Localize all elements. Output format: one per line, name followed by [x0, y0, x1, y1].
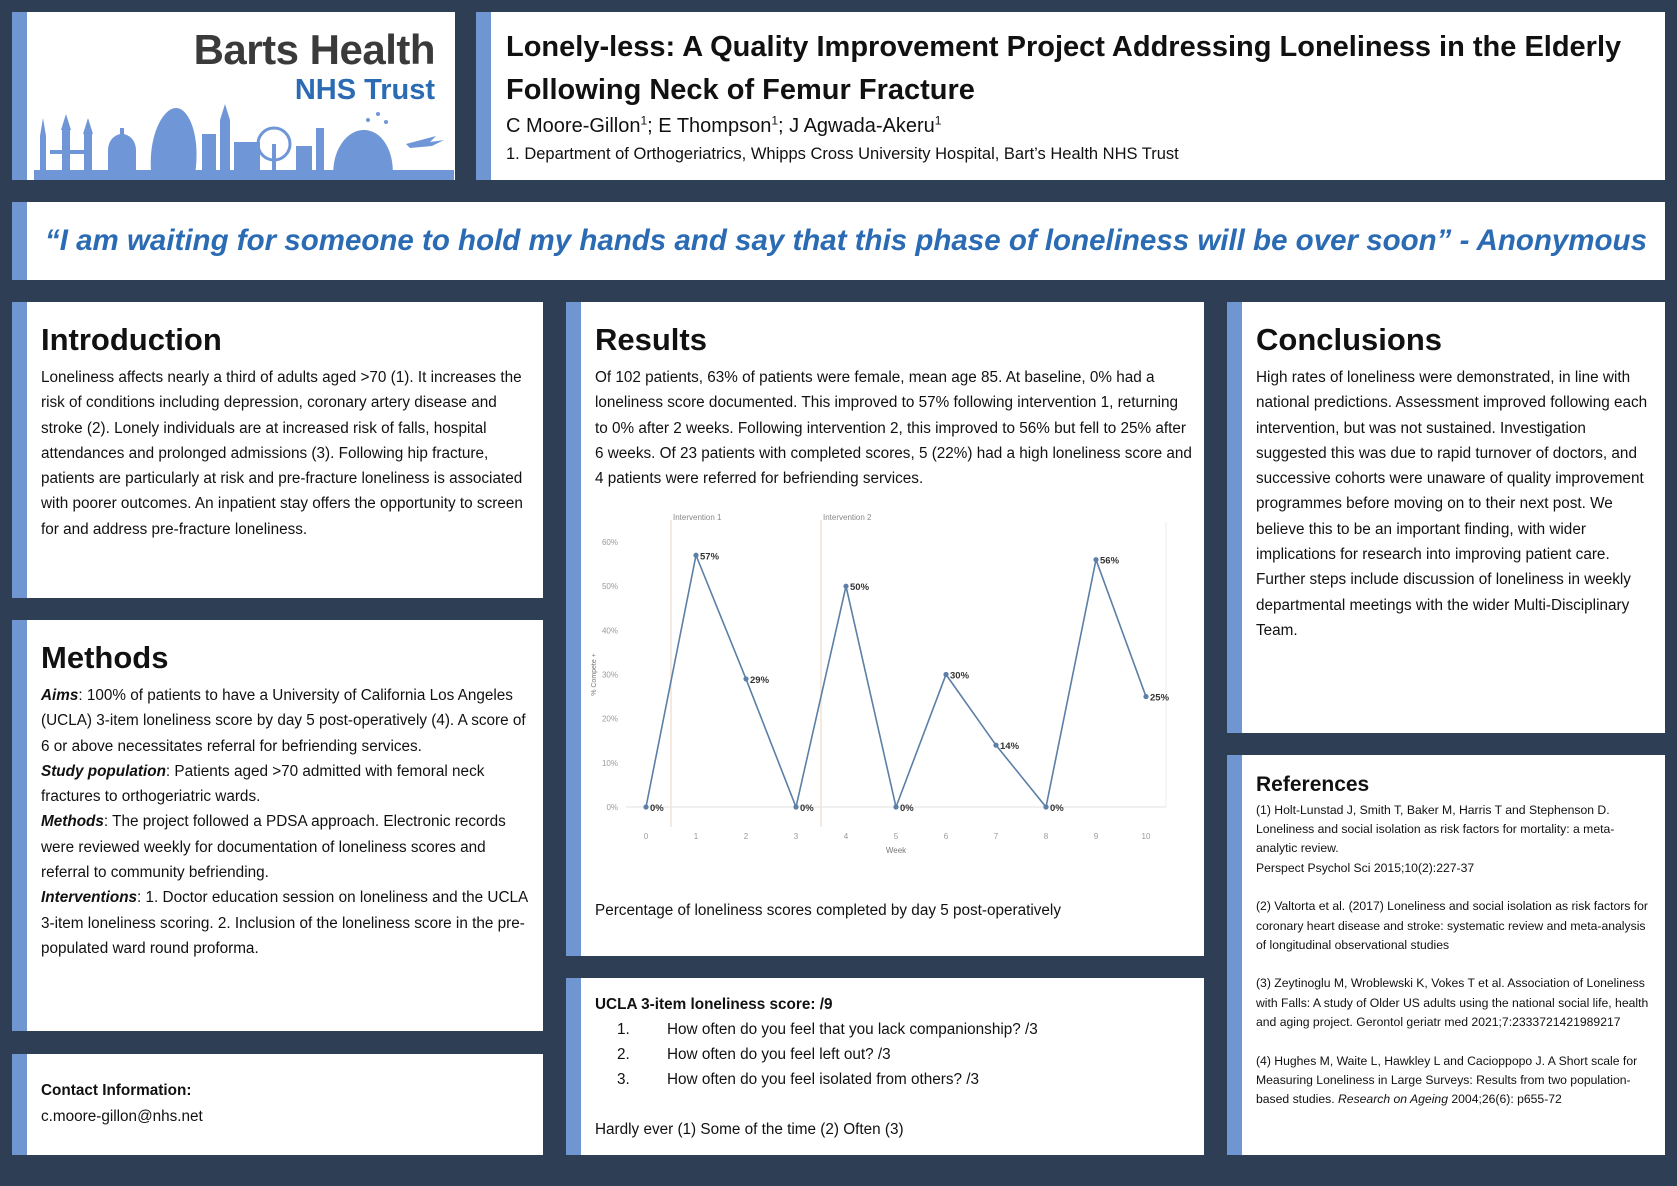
panel-accent-bar [12, 12, 27, 180]
title-panel [476, 12, 1665, 180]
data-point [693, 553, 698, 558]
x-tick-label: 2 [743, 832, 749, 841]
ucla-item-text: How often do you feel left out? /3 [667, 1046, 891, 1063]
org-name: Barts Health [193, 26, 435, 73]
ucla-item-number: 2. [617, 1046, 630, 1063]
reference-item [1256, 1052, 1654, 1110]
affiliation: 1. Department of Orthogeriatrics, Whipps Cross University Hospital, Bart’s Health NHS Trust [506, 145, 1179, 163]
series-line [646, 555, 1146, 807]
data-point [993, 743, 998, 748]
ucla-panel [566, 978, 1204, 1155]
data-label: 29% [750, 674, 770, 686]
reference-item [1256, 801, 1654, 878]
y-tick-label: 40% [601, 626, 618, 636]
london-skyline-icon [34, 100, 454, 180]
ucla-item-number: 1. [617, 1021, 630, 1038]
x-tick-label: 6 [943, 832, 949, 841]
author-name: J Agwada-Akeru [789, 115, 935, 137]
author-name: C Moore-Gillon [506, 115, 641, 137]
author-separator: ; [778, 115, 790, 137]
methods-item-label: Aims [41, 687, 79, 704]
panel-accent-bar [1227, 302, 1242, 733]
data-label: 0% [650, 803, 664, 814]
introduction-panel [12, 302, 543, 598]
quote-text: “I am waiting for someone to hold my hands and say that this phase of loneliness will be over soon” - Anonymous [45, 224, 1647, 257]
methods-item [41, 885, 531, 961]
author-affiliation-mark: 1 [934, 113, 942, 128]
author-separator: ; [647, 115, 659, 137]
data-label: 50% [850, 582, 870, 594]
y-tick-label: 20% [601, 714, 618, 724]
contact-label: Contact Information: [41, 1082, 192, 1099]
contact-panel [12, 1054, 543, 1155]
data-point [643, 804, 648, 809]
methods-item [41, 683, 531, 759]
data-point [1143, 694, 1148, 699]
reference-citation: Perspect Psychol Sci 2015;10(2):227-37 [1256, 860, 1475, 875]
data-label: 57% [700, 551, 720, 563]
methods-item [41, 809, 531, 885]
reference-journal: Research on Ageing [1337, 1091, 1448, 1106]
x-tick-label: 8 [1043, 832, 1049, 841]
methods-item-label: Interventions [41, 889, 138, 907]
ucla-title: UCLA 3-item loneliness score: /9 [595, 996, 833, 1013]
data-point [843, 584, 848, 589]
author-affiliation-mark: 1 [640, 113, 648, 128]
ucla-item-number: 3. [617, 1071, 630, 1088]
data-point [943, 672, 948, 677]
x-tick-label: 9 [1093, 832, 1099, 841]
results-panel [566, 302, 1204, 956]
references-panel [1227, 755, 1665, 1155]
line-chart [586, 512, 1186, 872]
ucla-item-text: How often do you feel isolated from others? /3 [667, 1071, 980, 1088]
references-heading: References [1256, 773, 1370, 796]
reference-text: (1) Holt-Lunstad J, Smith T, Baker M, Harris T and Stephenson D. Loneliness and social isolation as risk factors for mortality: a meta-analytic review. [1256, 803, 1615, 856]
methods-text [41, 683, 531, 961]
x-tick-label: 4 [843, 832, 849, 841]
reference-text: (3) Zeytinoglu M, Wroblewski K, Vokes T et al. Association of Loneliness with Falls: A study of Older US adults using the national social life, health and aging project. Gerontol geriatr med 2021;7:2333721421989217 [1256, 976, 1649, 1029]
data-label: 25% [1150, 692, 1170, 704]
intervention-label: Intervention 2 [823, 513, 872, 522]
data-point [1043, 804, 1048, 809]
introduction-heading: Introduction [41, 322, 222, 357]
conclusions-heading: Conclusions [1256, 322, 1443, 357]
x-axis-title: Week [885, 846, 907, 855]
x-tick-label: 7 [993, 832, 999, 841]
data-point [743, 676, 748, 681]
references-list [1256, 801, 1654, 1129]
methods-item-text: : Patients aged >70 admitted with femoral neck fractures to orthogeriatric wards. [41, 762, 485, 806]
author-list [506, 115, 941, 138]
y-axis-title: % Compete + [591, 653, 598, 696]
conclusions-text: High rates of loneliness were demonstrated, in line with national predictions. Assessment improved following each intervention, but was not sustained. Investigation suggested this was due to rapid turnover of doctors, and successive cohorts were unaware of quality improvement programmes before moving on to their next post. We believe this to be an important finding, with wider implications for research into improving patient care. Further steps include discussion of loneliness in weekly departmental meetings with the wider Multi-Disciplinary Team. [1256, 369, 1648, 639]
data-label: 0% [900, 803, 914, 814]
reference-item [1256, 974, 1654, 1032]
y-tick-label: 50% [601, 582, 618, 592]
methods-item-label: Methods [41, 813, 104, 831]
data-label: 0% [800, 803, 814, 814]
x-tick-label: 0 [643, 832, 649, 841]
data-point [793, 804, 798, 809]
quote-panel [12, 202, 1665, 280]
data-label: 56% [1100, 555, 1120, 567]
reference-text: (4) Hughes M, Waite L, Hawkley L and Cacioppopo J. A Short scale for Measuring Loneliness in Large Surveys: Results from two population-based studies. [1256, 1053, 1638, 1106]
results-heading: Results [595, 322, 707, 357]
org-sub: NHS Trust [294, 74, 435, 106]
ucla-item [617, 1071, 979, 1089]
author-name: E Thompson [658, 115, 772, 137]
methods-heading: Methods [41, 640, 169, 675]
panel-accent-bar [12, 202, 27, 280]
author-affiliation-mark: 1 [771, 113, 779, 128]
methods-item-text: : 1. Doctor education session on loneliness and the UCLA 3-item loneliness scoring. 2. Inclusion of the loneliness score in the pre-populated ward round proforma. [41, 889, 528, 957]
methods-item-text: : 100% of patients to have a University of California Los Angeles (UCLA) 3-item loneliness score by day 5 post-operatively (4). A score of 6 or above necessitates referral for befriending services. [41, 687, 526, 755]
poster-title: Lonely-less: A Quality Improvement Project Addressing Loneliness in the Elderly Following Neck of Femur Fracture [506, 31, 1622, 106]
ucla-item-text: How often do you feel that you lack companionship? /3 [667, 1021, 1038, 1038]
panel-accent-bar [1227, 755, 1242, 1155]
data-label: 30% [950, 670, 970, 682]
ucla-item [617, 1021, 1038, 1039]
y-tick-label: 60% [601, 538, 618, 547]
panel-accent-bar [566, 978, 581, 1155]
x-tick-label: 10 [1141, 832, 1151, 841]
panel-accent-bar [566, 302, 581, 956]
y-tick-label: 0% [606, 803, 618, 812]
contact-email-link[interactable]: c.moore-gillon@nhs.net [41, 1108, 203, 1125]
x-tick-label: 1 [693, 832, 699, 841]
methods-item-text: : The project followed a PDSA approach. Electronic records were reviewed weekly for documentation of loneliness scores and referral to community befriending. [41, 813, 506, 882]
x-tick-label: 5 [893, 832, 899, 841]
reference-item [1256, 897, 1654, 955]
introduction-text: Loneliness affects nearly a third of adults aged >70 (1). It increases the risk of conditions including depression, coronary artery disease and stroke (2). Lonely individuals are at increased risk of falls, hospital attendances and prolonged admissions (3). Following hip fracture, patients are particularly at risk and pre-fracture loneliness is associated with poorer outcomes. An inpatient stay offers the opportunity to screen for and address pre-fracture loneliness. [41, 369, 523, 538]
reference-text: (2) Valtorta et al. (2017) Loneliness and social isolation as risk factors for coronary heart disease and stroke: systematic review and meta-analysis of longitudinal observational studies [1256, 899, 1648, 952]
ucla-item [617, 1046, 891, 1064]
x-tick-label: 3 [793, 832, 799, 841]
methods-item-label: Study population [41, 762, 166, 780]
conclusions-panel [1227, 302, 1665, 733]
panel-accent-bar [12, 302, 27, 598]
panel-accent-bar [476, 12, 491, 180]
results-text: Of 102 patients, 63% of patients were female, mean age 85. At baseline, 0% had a loneliness score documented. This improved to 57% following intervention 1, returning to 0% after 2 weeks. Following intervention 2, this improved to 56% but fell to 25% after 6 weeks. Of 23 patients with completed scores, 5 (22%) had a high loneliness score and 4 patients were referred for befriending services. [595, 369, 1192, 488]
panel-accent-bar [12, 1054, 27, 1155]
intervention-label: Intervention 1 [673, 513, 722, 522]
panel-accent-bar [12, 620, 27, 1031]
methods-panel [12, 620, 543, 1031]
y-tick-label: 10% [601, 758, 618, 768]
data-label: 0% [1050, 803, 1064, 814]
reference-tail: 2004;26(6): p655-72 [1447, 1091, 1562, 1106]
ucla-scale: Hardly ever (1) Some of the time (2) Often (3) [595, 1121, 904, 1138]
logo-panel [12, 12, 455, 180]
chart-caption: Percentage of loneliness scores completed by day 5 post-operatively [595, 902, 1061, 919]
methods-item [41, 759, 531, 810]
y-tick-label: 30% [601, 670, 618, 680]
data-label: 14% [1000, 741, 1020, 753]
data-point [893, 804, 898, 809]
data-point [1093, 557, 1098, 562]
